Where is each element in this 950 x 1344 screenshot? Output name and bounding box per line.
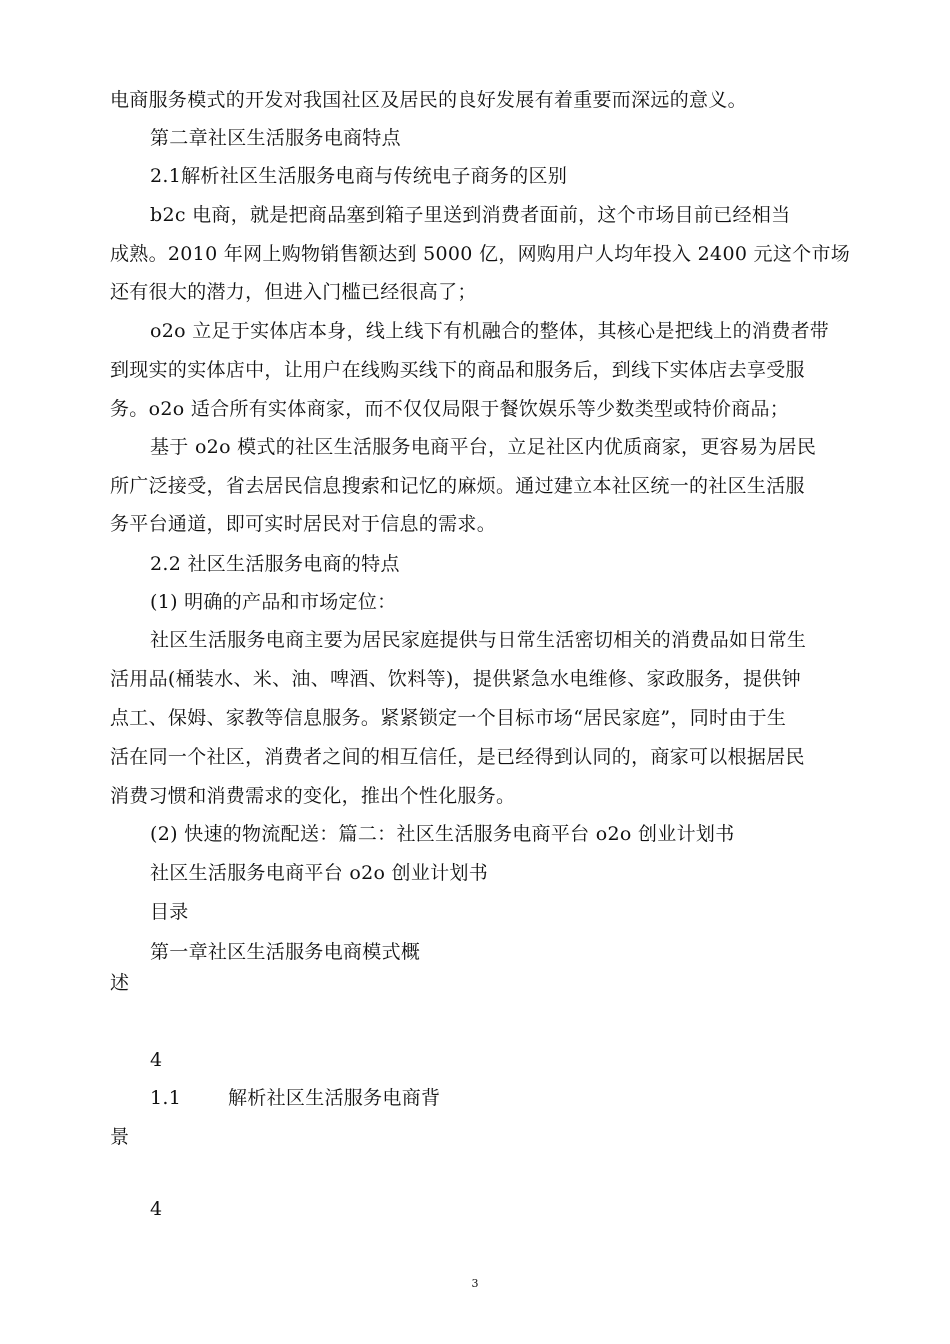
text-line: 基于 o2o 模式的社区生活服务电商平台，立足社区内优质商家，更容易为居民 — [150, 436, 817, 458]
toc-heading: 目录 — [150, 901, 189, 923]
text-line: 活在同一个社区，消费者之间的相互信任，是已经得到认同的，商家可以根据居民 — [110, 746, 805, 768]
text-line: 点工、保姆、家教等信息服务。紧紧锁定一个目标市场“居民家庭”，同时由于生 — [110, 707, 787, 729]
text-line: 务平台通道，即可实时居民对于信息的需求。 — [110, 513, 497, 535]
list-item-heading: (1) 明确的产品和市场定位： — [150, 591, 397, 613]
toc-entry-title: 述 — [110, 972, 130, 994]
chapter-heading: 第二章社区生活服务电商特点 — [150, 127, 401, 149]
toc-entry-title: 解析社区生活服务电商背 — [228, 1087, 441, 1109]
text-line: 社区生活服务电商主要为居民家庭提供与日常生活密切相关的消费品如日常生 — [150, 629, 807, 651]
toc-entry-page: 4 — [150, 1198, 163, 1220]
page-number: 3 — [471, 1277, 479, 1290]
list-item-heading: (2) 快速的物流配送：篇二：社区生活服务电商平台 o2o 创业计划书 — [150, 823, 735, 845]
section-heading: 2.1解析社区生活服务电商与传统电子商务的区别 — [150, 165, 568, 187]
text-line: o2o 立足于实体店本身，线上线下有机融合的整体，其核心是把线上的消费者带 — [150, 320, 830, 342]
text-line: 还有很大的潜力，但进入门槛已经很高了； — [110, 281, 477, 303]
text-line: 电商服务模式的开发对我国社区及居民的良好发展有着重要而深远的意义。 — [110, 89, 747, 111]
text-line: 所广泛接受，省去居民信息搜索和记忆的麻烦。通过建立本社区统一的社区生活服 — [110, 475, 805, 497]
toc-entry-title: 景 — [110, 1126, 130, 1148]
document-title: 社区生活服务电商平台 o2o 创业计划书 — [150, 862, 489, 884]
text-line: 到现实的实体店中，让用户在线购买线下的商品和服务后，到线下实体店去享受服 — [110, 359, 805, 381]
toc-entry-page: 4 — [150, 1049, 163, 1071]
text-line: 活用品(桶装水、米、油、啤酒、饮料等)，提供紧急水电维修、家政服务，提供钟 — [110, 668, 801, 690]
text-line: 务。o2o 适合所有实体商家，而不仅仅局限于餐饮娱乐等少数类型或特价商品； — [110, 398, 790, 420]
toc-entry-title: 第一章社区生活服务电商模式概 — [150, 941, 421, 963]
section-heading: 2.2 社区生活服务电商的特点 — [150, 553, 400, 575]
toc-entry-number: 1.1 — [150, 1087, 182, 1109]
text-line: b2c 电商，就是把商品塞到箱子里送到消费者面前，这个市场目前已经相当 — [150, 204, 791, 226]
text-line: 成熟。2010 年网上购物销售额达到 5000 亿，网购用户人均年投入 2400 元这个市场 — [110, 243, 851, 265]
text-line: 消费习惯和消费需求的变化，推出个性化服务。 — [110, 785, 516, 807]
